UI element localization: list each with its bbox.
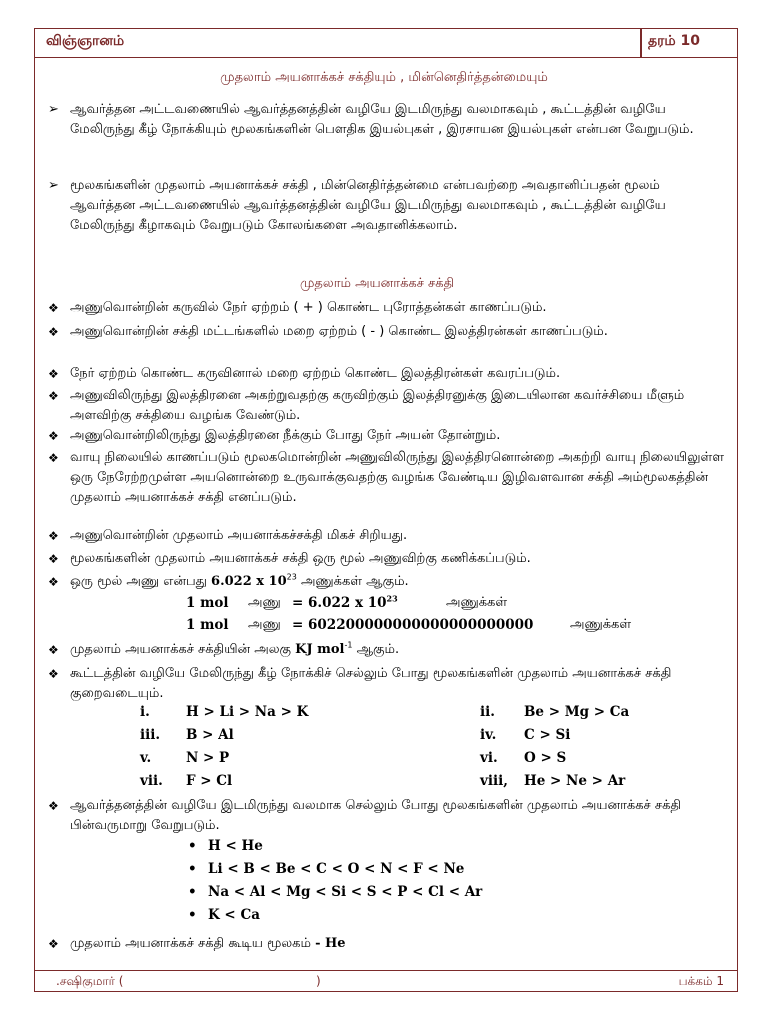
list-item: ❖ மூலகங்களின் முதலாம் அயனாக்கச் சக்தி ஒரு மூல் அணுவிற்கு கணிக்கப்படும். — [48, 549, 728, 569]
list-item: ❖ ஒரு மூல் அணு என்பது 6.022 x $10^{23}$ அணுக்கள் ஆகும். — [48, 572, 728, 592]
list-item: ❖ அணுவொன்றின் கருவில் நேர் ஏற்றம் ( + ) கொண்ட புரோத்தன்கள் காணப்படும். — [48, 298, 728, 318]
page-footer — [34, 970, 738, 992]
list-item: ❖ நேர் ஏற்றம் கொண்ட கருவினால் மறை ஏற்றம் கொண்ட இலத்திரன்கள் கவரப்படும். — [48, 364, 728, 384]
bullet-dot-icon: • — [188, 838, 197, 854]
diamond-bullet-icon: ❖ — [48, 451, 59, 465]
diamond-bullet-icon: ❖ — [48, 799, 59, 813]
list-item: ❖ முதலாம் அயனாக்கச் சக்தியின் அலகு KJ mol$^{-1}$ ஆகும். — [48, 640, 728, 660]
page-title: முதலாம் அயனாக்கச் சக்தியும் , மின்னெதிர்த்தன்மையும் — [220, 70, 548, 85]
bullet-dot-icon: • — [188, 861, 197, 877]
intro-paragraph: ➢ மூலகங்களின் முதலாம் அயனாக்கச் சக்தி , மின்னெதிர்த்தன்மை என்பவற்றை அவதானிப்பதன் மூலம் ஆவர்த்தன அட்டவணையில் ஆவர்த்தனத்தின் வழியே இடமிருந்து வலமாகவும் , கூட்டத்தின் வழியே மேலிருந்து கீழாகவும் வேறுபடும் கோலங்களை அவதானிக்கலாம். — [48, 178, 666, 233]
list-item: ❖ வாயு நிலையில் காணப்படும் மூலகமொன்றின் அணுவிலிருந்து இலத்திரனொன்றை அகற்றி வாயு நிலையிலுள்ள ஒரு நேரேற்றமுள்ள அயனொன்றை உருவாக்குவதற்கு வழங்க வேண்டிய இழிவளவான சக்தி அம்மூலகத்தின் முதலாம் அயனாக்கச் சக்தி எனப்படும். — [48, 450, 724, 505]
diamond-bullet-icon: ❖ — [48, 937, 59, 951]
diamond-bullet-icon: ❖ — [48, 575, 59, 589]
list-item: ❖ அணுவிலிருந்து இலத்திரனை அகற்றுவதற்கு கருவிற்கும் இலத்திரனுக்கு இடையிலான கவர்ச்சியை மீளும் அளவிற்கு சக்தியை வழங்க வேண்டும். — [48, 388, 685, 423]
section-title: முதலாம் அயனாக்கச் சக்தி — [300, 276, 455, 291]
author-close: ) — [316, 974, 321, 988]
bullet-dot-icon: • — [188, 884, 197, 900]
diamond-bullet-icon: ❖ — [48, 367, 59, 381]
diamond-bullet-icon: ❖ — [48, 529, 59, 543]
list-item: • H < He — [188, 838, 263, 854]
diamond-bullet-icon: ❖ — [48, 389, 59, 403]
subject-label: விஞ்ஞானம் — [46, 33, 125, 49]
diamond-bullet-icon: ❖ — [48, 552, 59, 566]
page-border — [34, 28, 738, 992]
diamond-bullet-icon: ❖ — [48, 643, 59, 657]
list-item: ❖ அணுவொன்றின் சக்தி மட்டங்களில் மறை ஏற்றம் ( - ) கொண்ட இலத்திரன்கள் காணப்படும். — [48, 322, 728, 342]
author-label: .சஷிகுமார் ( — [56, 974, 124, 988]
diamond-bullet-icon: ❖ — [48, 325, 59, 339]
page-header — [34, 28, 738, 58]
list-item: • Li < B < Be < C < O < N < F < Ne — [188, 861, 465, 877]
list-item: • Na < Al < Mg < Si < S < P < Cl < Ar — [188, 884, 483, 900]
diamond-bullet-icon: ❖ — [48, 429, 59, 443]
header-divider — [640, 28, 642, 58]
diamond-bullet-icon: ❖ — [48, 301, 59, 315]
intro-paragraph: ➢ ஆவர்த்தன அட்டவணையில் ஆவர்த்தனத்தின் வழியே இடமிருந்து வலமாகவும் , கூட்டத்தின் வழியே மேலிருந்து கீழ் நோக்கியும் மூலகங்களின் பௌதிக இயல்புகள் , இரசாயன இயல்புகள் என்பன வேறுபடும். — [48, 102, 694, 137]
arrow-bullet-icon: ➢ — [48, 178, 59, 193]
bullet-dot-icon: • — [188, 907, 197, 923]
list-item: ❖ அணுவொன்றின் முதலாம் அயனாக்கச்சக்தி மிகச் சிறியது. — [48, 526, 728, 546]
arrow-bullet-icon: ➢ — [48, 102, 59, 117]
list-item: ❖ அணுவொன்றிலிருந்து இலத்திரனை நீக்கும் போது நேர் அயன் தோன்றும். — [48, 426, 728, 446]
list-item: ❖ கூட்டத்தின் வழியே மேலிருந்து கீழ் நோக்கிச் செல்லும் போது மூலகங்களின் முதலாம் அயனாக்கச் சக்தி குறைவடையும். — [48, 666, 672, 701]
diamond-bullet-icon: ❖ — [48, 667, 59, 681]
page-number: பக்கம் 1 — [678, 974, 724, 988]
list-item: ❖ முதலாம் அயனாக்கச் சக்தி கூடிய மூலகம் - He — [48, 934, 728, 954]
grade-label: தரம் 10 — [648, 33, 700, 49]
list-item: • K < Ca — [188, 907, 260, 923]
list-item: ❖ ஆவர்த்தனத்தின் வழியே இடமிருந்து வலமாக செல்லும் போது மூலகங்களின் முதலாம் அயனாக்கச் சக்தி பின்வருமாறு வேறுபடும். — [48, 798, 682, 833]
